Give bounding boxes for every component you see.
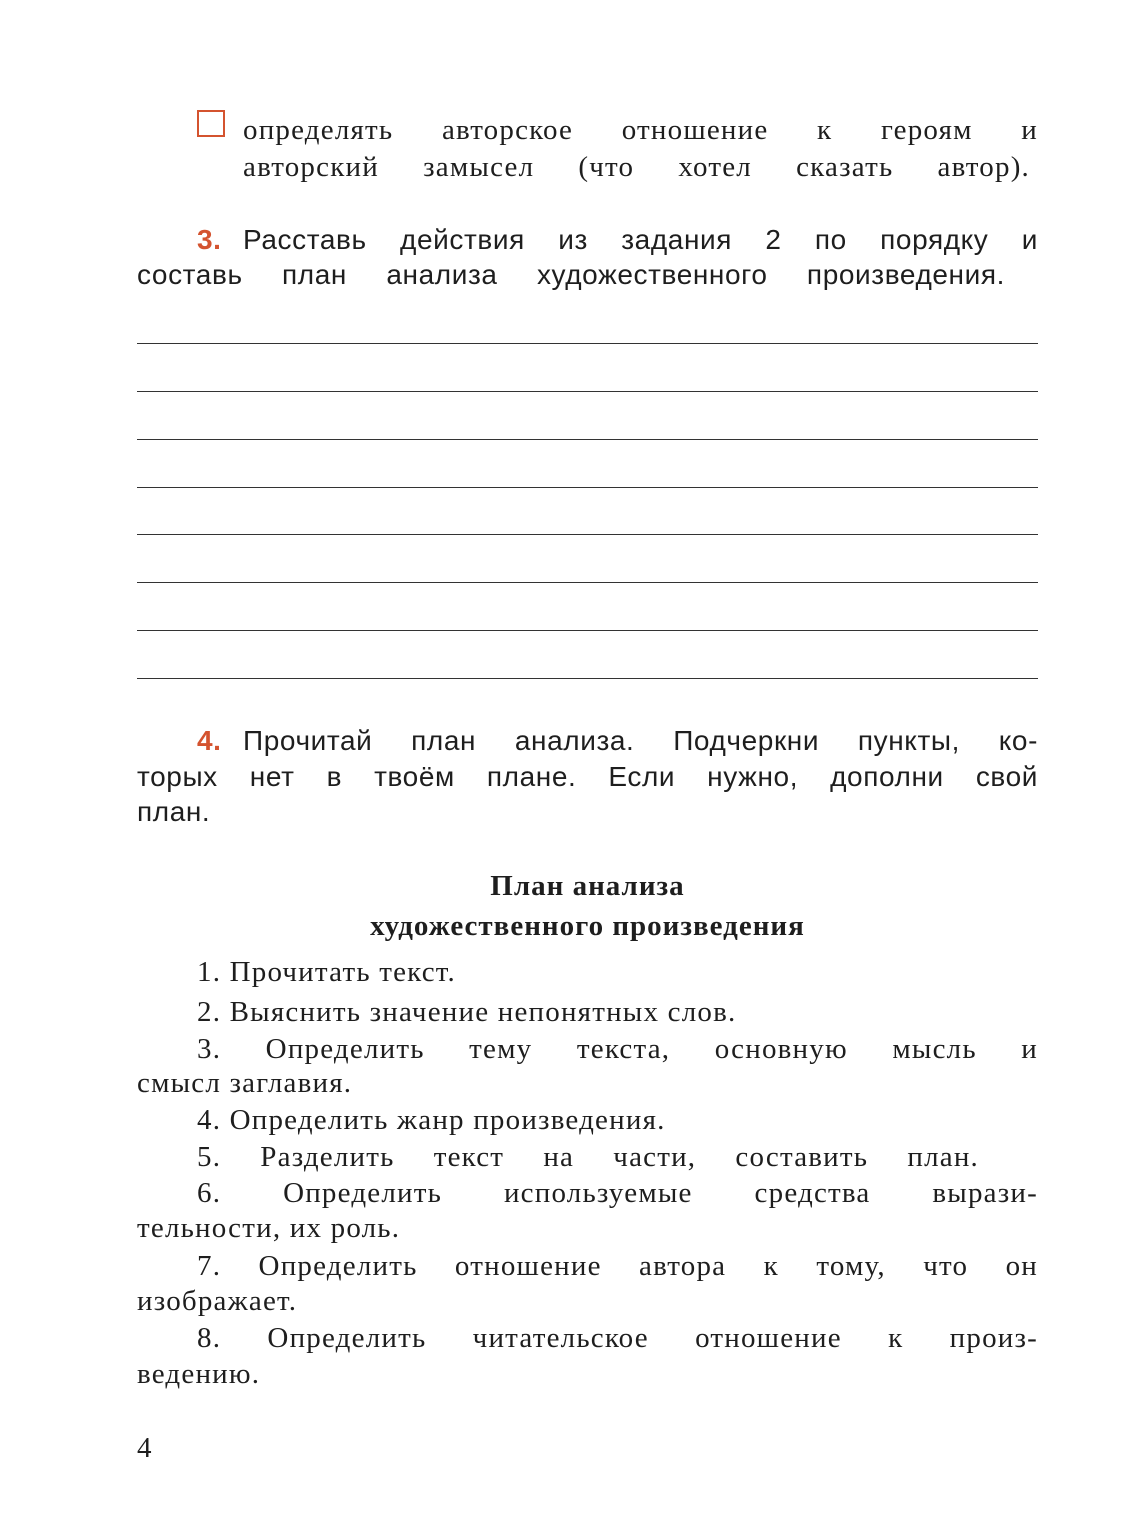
answer-line[interactable] — [137, 487, 1038, 488]
plan-title-line-2: художественного произведения — [370, 910, 805, 942]
answer-line[interactable] — [137, 391, 1038, 392]
plan-item-2: 2. Выяснить значение непонятных слов. — [197, 996, 737, 1028]
answer-line[interactable] — [137, 439, 1038, 440]
answer-line[interactable] — [137, 582, 1038, 583]
answer-line[interactable] — [137, 630, 1038, 631]
task3-line-1: Расставь действия из задания 2 по порядку и — [243, 224, 1038, 255]
plan-item-6: 6. Определить используемые средства вырази- — [197, 1177, 1038, 1209]
task-number: 4. — [197, 725, 222, 756]
task4-line-1: Прочитай план анализа. Подчеркни пункты, ко- — [243, 725, 1038, 756]
task3-number — [197, 222, 222, 258]
answer-line[interactable] — [137, 678, 1038, 679]
task4-number — [197, 723, 222, 759]
task-number: 3. — [197, 224, 222, 255]
plan-item-7-cont: изображает. — [137, 1285, 298, 1317]
checkbox-item-line-2: авторский замысел (что хотел сказать автор). — [243, 151, 1030, 183]
checkbox[interactable] — [197, 110, 225, 137]
plan-item-4: 4. Определить жанр произведения. — [197, 1104, 666, 1136]
plan-item-5: 5. Разделить текст на части, составить план. — [197, 1141, 979, 1173]
answer-line[interactable] — [137, 534, 1038, 535]
plan-title-line-1: План анализа — [490, 870, 685, 902]
plan-item-3-cont: смысл заглавия. — [137, 1067, 353, 1099]
task3-line-2: составь план анализа художественного произведения. — [137, 259, 1005, 290]
answer-line[interactable] — [137, 343, 1038, 344]
task4-line-3: план. — [137, 796, 211, 827]
task4-line-2: торых нет в твоём плане. Если нужно, дополни свой — [137, 761, 1038, 792]
plan-item-3: 3. Определить тему текста, основную мысль и — [197, 1033, 1038, 1065]
plan-item-1: 1. Прочитать текст. — [197, 956, 456, 988]
plan-item-8-cont: ведению. — [137, 1358, 261, 1390]
plan-item-8: 8. Определить читательское отношение к произ- — [197, 1322, 1038, 1354]
checkbox-item-line-1: определять авторское отношение к героям и — [243, 114, 1038, 146]
plan-item-6-cont: тельности, их роль. — [137, 1212, 401, 1244]
plan-item-7: 7. Определить отношение автора к тому, что он — [197, 1250, 1038, 1282]
page-number: 4 — [137, 1432, 153, 1464]
